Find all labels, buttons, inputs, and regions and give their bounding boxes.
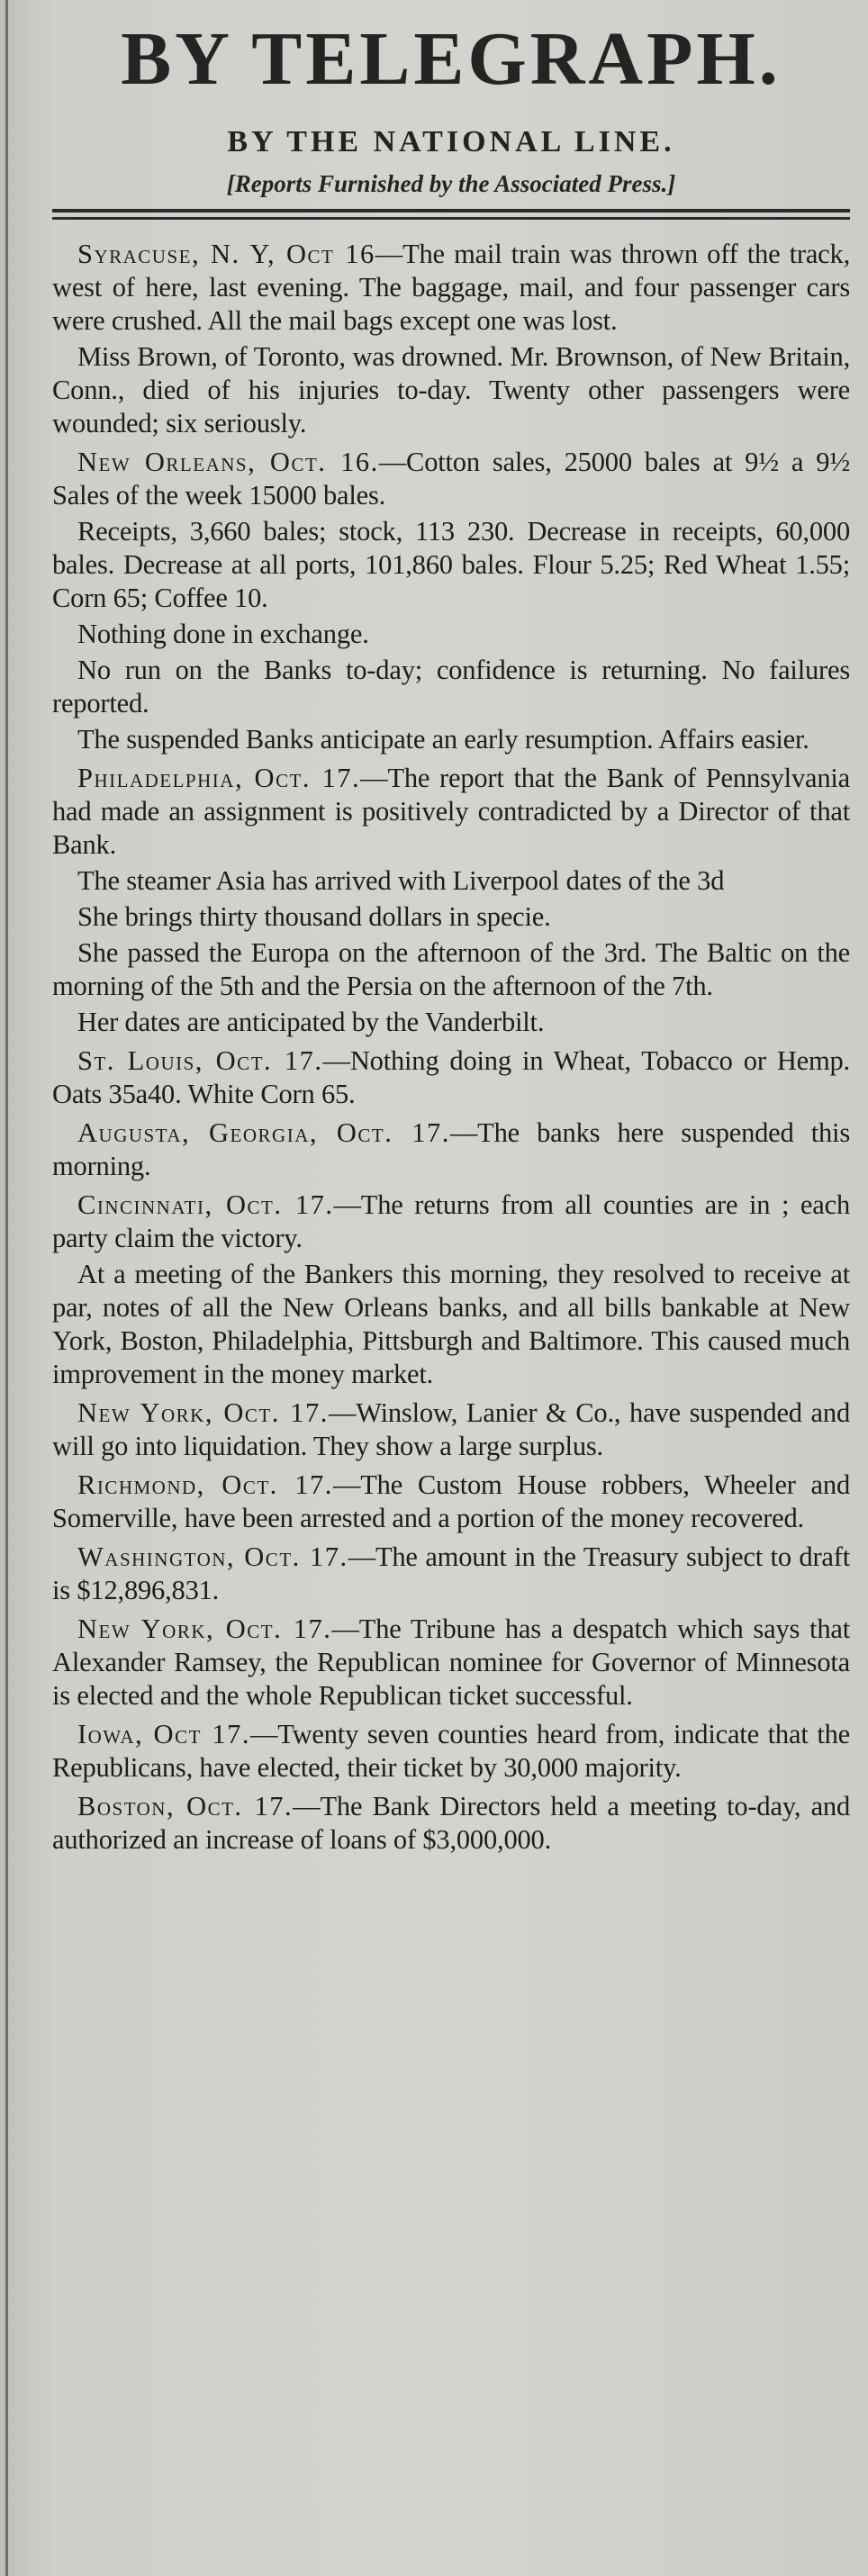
dispatch-item [52,654,850,720]
dispatch-text: —The report that the Bank of Pennsylvania had made an assignment is positively contradicted by a Director of that Bank. [52,763,850,860]
dispatch-item [52,1258,850,1391]
dispatch-item [52,515,850,615]
dispatch-dateline: Boston, Oct. 17. [77,1791,294,1821]
dispatch-text: Nothing done in exchange. [77,619,369,649]
dispatch-text: —Nothing doing in Wheat, Tobacco or Hemp. Oats 35a40. White Corn 65. [52,1045,850,1109]
dispatch-item [52,1044,850,1111]
dispatch-item [52,1116,850,1183]
dispatch-dateline: Iowa, Oct 17. [77,1719,250,1749]
dispatch-item [52,238,850,338]
press-credit: [Reports Furnished by the Associated Press.] [226,170,676,197]
dispatch-dateline: New Orleans, Oct. 16. [77,447,379,477]
dispatch-item [52,900,850,934]
dispatch-text: —The Custom House robbers, Wheeler and Somerville, have been arrested and a portion of the money recovered. [52,1469,850,1533]
dispatch-text: —Twenty seven counties heard from, indicate that the Republicans, have elected, their ticket by 30,000 majority. [52,1719,850,1783]
dispatch-text: Her dates are anticipated by the Vanderbilt. [77,1007,545,1037]
dispatch-dateline: Cincinnati, Oct. 17. [77,1189,334,1220]
dispatch-dateline: St. Louis, Oct. 17. [77,1045,323,1076]
dispatch-text: No run on the Banks to-day; confidence is returning. No failures reported. [52,655,850,719]
dispatch-item [52,1613,850,1713]
dispatch-text: She passed the Europa on the afternoon of the 3rd. The Baltic on the morning of the 5th and the Persia on the afternoon of the 7th. [52,937,850,1001]
dispatch-dateline: Washington, Oct. 17. [77,1541,348,1572]
dispatch-dateline: Augusta, Georgia, Oct. 17. [77,1117,450,1148]
dispatch-dateline: Richmond, Oct. 17. [77,1469,333,1500]
dispatch-item [52,1718,850,1785]
dispatch-item [52,446,850,512]
headline: BY TELEGRAPH. [121,17,782,101]
dispatch-item [52,936,850,1003]
dispatch-text: She brings thirty thousand dollars in specie. [77,901,551,932]
dispatch-item [52,1541,850,1607]
dispatch-text: —The amount in the Treasury subject to draft is $12,896,831. [52,1541,850,1605]
rule-bottom [52,217,850,220]
dispatch-text: At a meeting of the Bankers this morning, they resolved to receive at par, notes of all the New Orleans banks, and all bills bankable at New York, Boston, Philadelphia, Pittsburgh and Baltimore. This caused much improvement in the money market. [52,1259,850,1389]
dispatch-dateline: Syracuse, N. Y, Oct 16 [77,239,375,269]
news-column [52,0,850,1859]
dispatch-text: Miss Brown, of Toronto, was drowned. Mr. Brownson, of New Britain, Conn., died of his injuries to-day. Twenty other passengers were wounded; six seriously. [52,341,850,438]
subhead: BY THE NATIONAL LINE. [227,125,675,158]
dispatch-item [52,1396,850,1463]
dispatch-list [52,238,850,1857]
dispatch-text: —Cotton sales, 25000 bales at 9½ a 9½ Sales of the week 15000 bales. [52,447,850,511]
dispatch-item [52,864,850,898]
dispatch-text: —The returns from all counties are in ; each party claim the victory. [52,1189,850,1253]
dispatch-item [52,618,850,651]
dispatch-item [52,723,850,756]
dispatch-text: The steamer Asia has arrived with Liverpool dates of the 3d [77,865,725,896]
dispatch-text: —The banks here suspended this morning. [52,1117,851,1181]
dispatch-text: —The mail train was thrown off the track, west of here, last evening. The baggage, mail, and four passenger cars were crushed. All the mail bags except one was lost. [52,239,850,336]
dispatch-item [52,1469,850,1535]
dispatch-text: Receipts, 3,660 bales; stock, 113 230. Decrease in receipts, 60,000 bales. Decrease at all ports, 101,860 bales. Flour 5.25; Red Wheat 1.55; Corn 65; Coffee 10. [52,516,850,613]
dispatch-dateline: New York, Oct. 17. [77,1613,332,1644]
column-rule [5,0,8,2576]
double-rule [52,209,850,220]
rule-top [52,209,850,212]
dispatch-item [52,340,850,440]
dispatch-item [52,1189,850,1255]
dispatch-dateline: New York, Oct. 17. [77,1397,329,1428]
dispatch-item [52,1790,850,1857]
dispatch-item [52,1006,850,1039]
dispatch-text: —The Bank Directors held a meeting to-day, and authorized an increase of loans of $3,000,000. [52,1791,851,1855]
dispatch-text: —The Tribune has a despatch which says that Alexander Ramsey, the Republican nominee for Governor of Minnesota is elected and the whole Republican ticket successful. [52,1613,850,1711]
dispatch-text: The suspended Banks anticipate an early resumption. Affairs easier. [77,724,809,755]
dispatch-item [52,762,850,862]
dispatch-text: —Winslow, Lanier & Co., have suspended and will go into liquidation. They show a large surplus. [52,1397,850,1461]
dispatch-dateline: Philadelphia, Oct. 17. [77,763,361,793]
